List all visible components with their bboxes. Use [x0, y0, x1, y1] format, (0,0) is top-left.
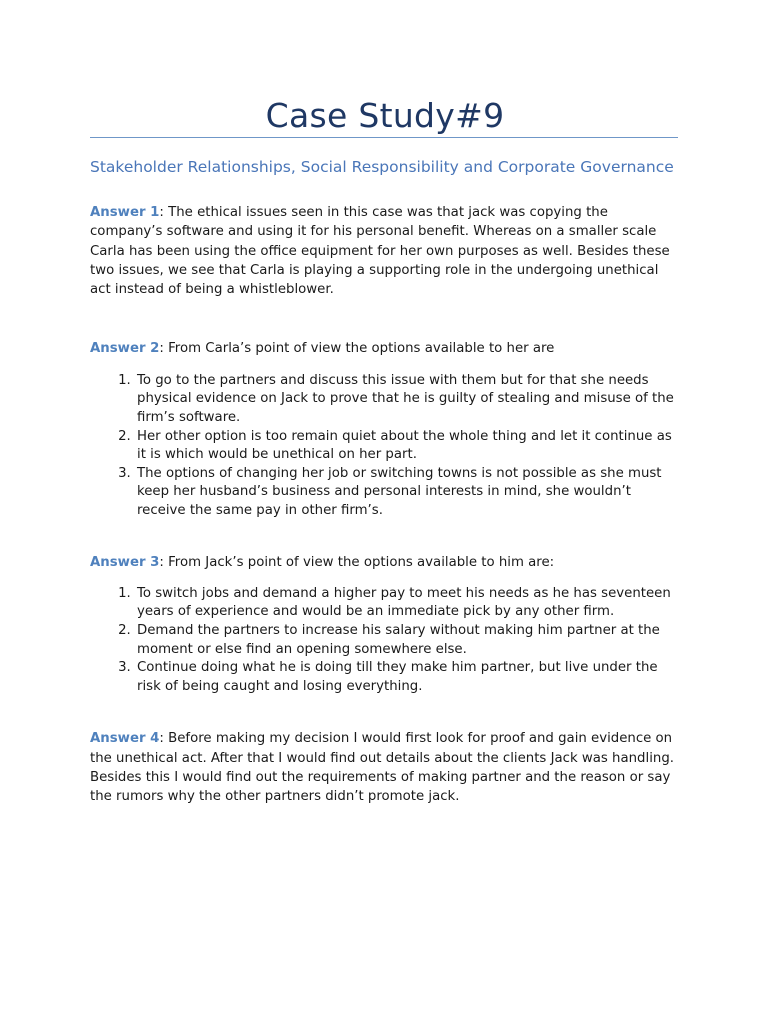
answer-3-label: Answer 3 [90, 554, 160, 570]
list-item: 2. Demand the partners to increase his salary without making him partner at the moment or else find an opening somewhere else. [135, 622, 680, 659]
answer-4-label: Answer 4 [90, 731, 160, 747]
answer-3-text: : From Jack’s point of view the options available to him are: [159, 554, 555, 570]
list-item: 2. Her other option is too remain quiet about the whole thing and let it continue as it is which would be unethical on her part. [135, 428, 680, 465]
list-item: 3. The options of changing her job or switching towns is not possible as she must keep her husband’s business and personal interests in mind, she wouldn’t receive the same pay in other firm’s. [135, 465, 680, 521]
page-subtitle: Stakeholder Relationships, Social Responsibility and Corporate Governance [90, 158, 674, 176]
list-item: 3. Continue doing what he is doing till they make him partner, but live under the risk of being caught and losing everything. [135, 659, 680, 696]
answer-2 [90, 339, 680, 358]
answer-1-label: Answer 1 [90, 205, 160, 220]
page-title: Case Study#9 [265, 96, 505, 135]
answer-2-text: : From Carla’s point of view the options available to her are [159, 341, 555, 357]
answer-4 [90, 729, 680, 806]
list-item: 1. To switch jobs and demand a higher pay to meet his needs as he has seventeen years of experience and would be an immediate pick by any other firm. [135, 585, 680, 622]
title-divider [90, 137, 678, 138]
list-item: 1. To go to the partners and discuss this issue with them but for that she needs physical evidence on Jack to prove that he is guilty of stealing and misuse of the firm’s software. [135, 372, 680, 428]
document-page [90, 0, 680, 807]
answer-1 [90, 203, 680, 299]
answer-2-options-list [90, 372, 680, 521]
answer-1-text: : The ethical issues seen in this case was that jack was copying the company’s software and using it for his personal benefit. Whereas on a smaller scale Carla has been using the office equipment for her own purposes as well. Besides these two issues, we see that Carla is playing a supporting role in the undergoing unethical act instead of being a whistleblower. [90, 205, 670, 298]
answer-2-label: Answer 2 [90, 341, 160, 357]
answer-3-options-list [90, 585, 680, 697]
answer-3 [90, 553, 680, 572]
answer-4-text: : Before making my decision I would first look for proof and gain evidence on the unethical act. After that I would find out details about the clients Jack was handling. Besides this I would find out the requirements of making partner and the reason or say the rumors why the other partners didn’t promote jack. [90, 731, 674, 805]
